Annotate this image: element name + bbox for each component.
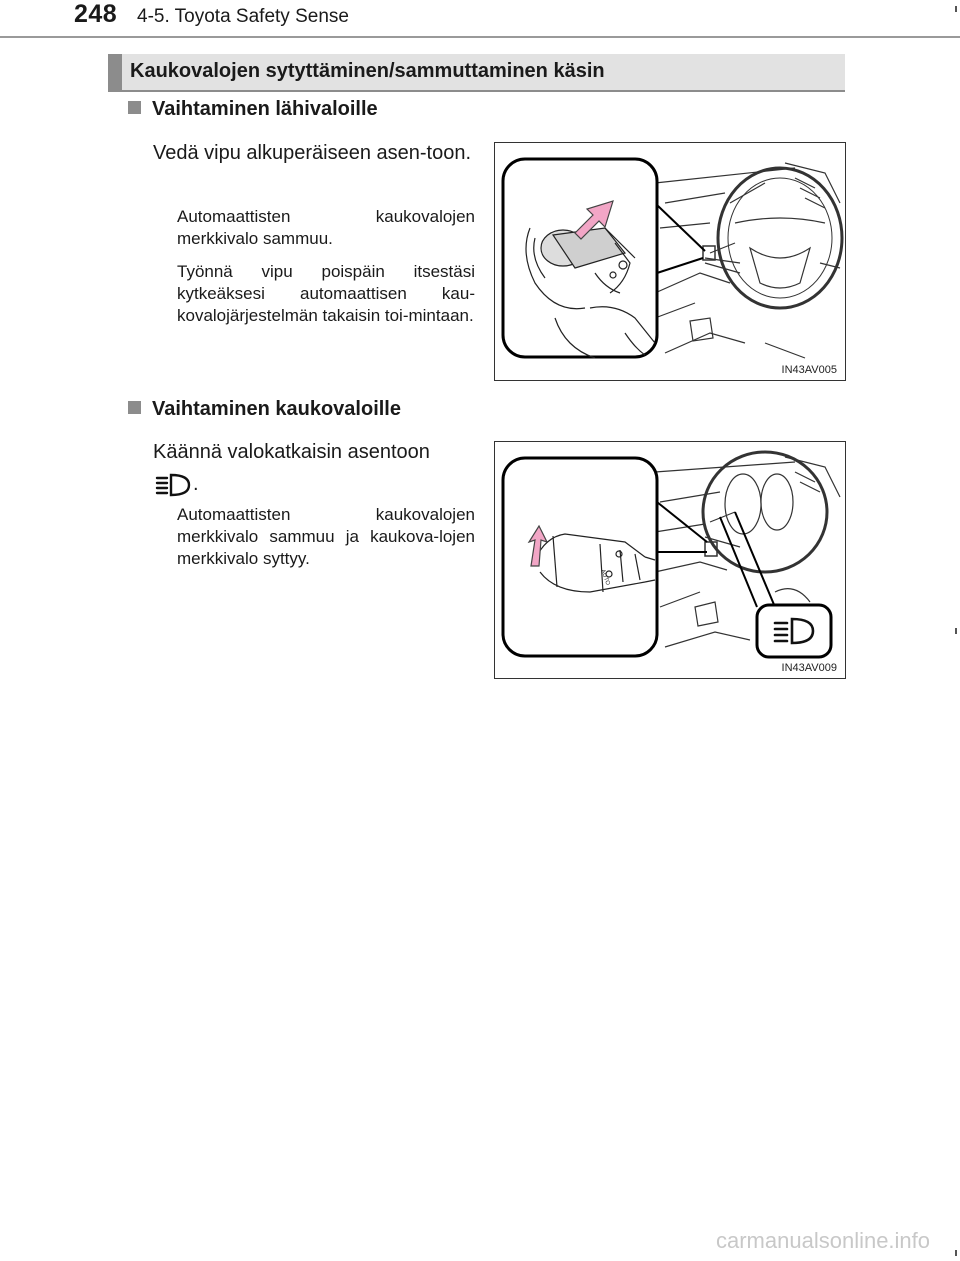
low-beam-instruction: Vedä vipu alkuperäiseen asen-toon. — [153, 142, 472, 164]
figure-low-beam — [494, 142, 846, 381]
high-beam-note-1: Automaattisten kaukovalojen merkkivalo sammuu ja kaukova-lojen merkkivalo syttyy. — [177, 505, 475, 568]
header-rule — [0, 36, 960, 38]
page-number: 248 — [74, 0, 118, 28]
figure-low-beam-drawing — [495, 143, 845, 380]
figure-high-beam-drawing — [495, 442, 845, 678]
section-banner — [108, 54, 845, 90]
banner-rule — [108, 90, 845, 92]
figure-high-beam — [494, 441, 846, 679]
edge-tick — [955, 1250, 957, 1256]
high-beam-heading: Vaihtaminen kaukovaloille — [128, 398, 401, 421]
edge-tick — [955, 6, 957, 12]
section-title: 4-5. Toyota Safety Sense — [137, 6, 349, 27]
high-beam-instruction: Käännä valokatkaisin asentoon . — [153, 436, 475, 508]
low-beam-heading: Vaihtaminen lähivaloille — [128, 98, 378, 121]
square-bullet-icon — [128, 401, 141, 414]
switch-auto-label: AUTO — [599, 568, 611, 587]
square-bullet-icon — [128, 101, 141, 114]
watermark: carmanualsonline.info — [716, 1228, 931, 1253]
figure-high-beam-code: IN43AV009 — [781, 662, 837, 674]
high-beam-icon — [153, 472, 193, 508]
low-beam-note-2: Työnnä vipu poispäin itsestäsi kytkeäksesi automaattisen kau-kovalojärjestelmän takaisin toi-mintaan. — [177, 262, 475, 325]
banner-accent — [108, 54, 122, 90]
banner-title: Kaukovalojen sytyttäminen/sammuttaminen käsin — [130, 60, 605, 82]
edge-tick — [955, 628, 957, 634]
low-beam-note-1: Automaattisten kaukovalojen merkkivalo sammuu. — [177, 207, 475, 248]
figure-low-beam-code: IN43AV005 — [781, 364, 837, 376]
